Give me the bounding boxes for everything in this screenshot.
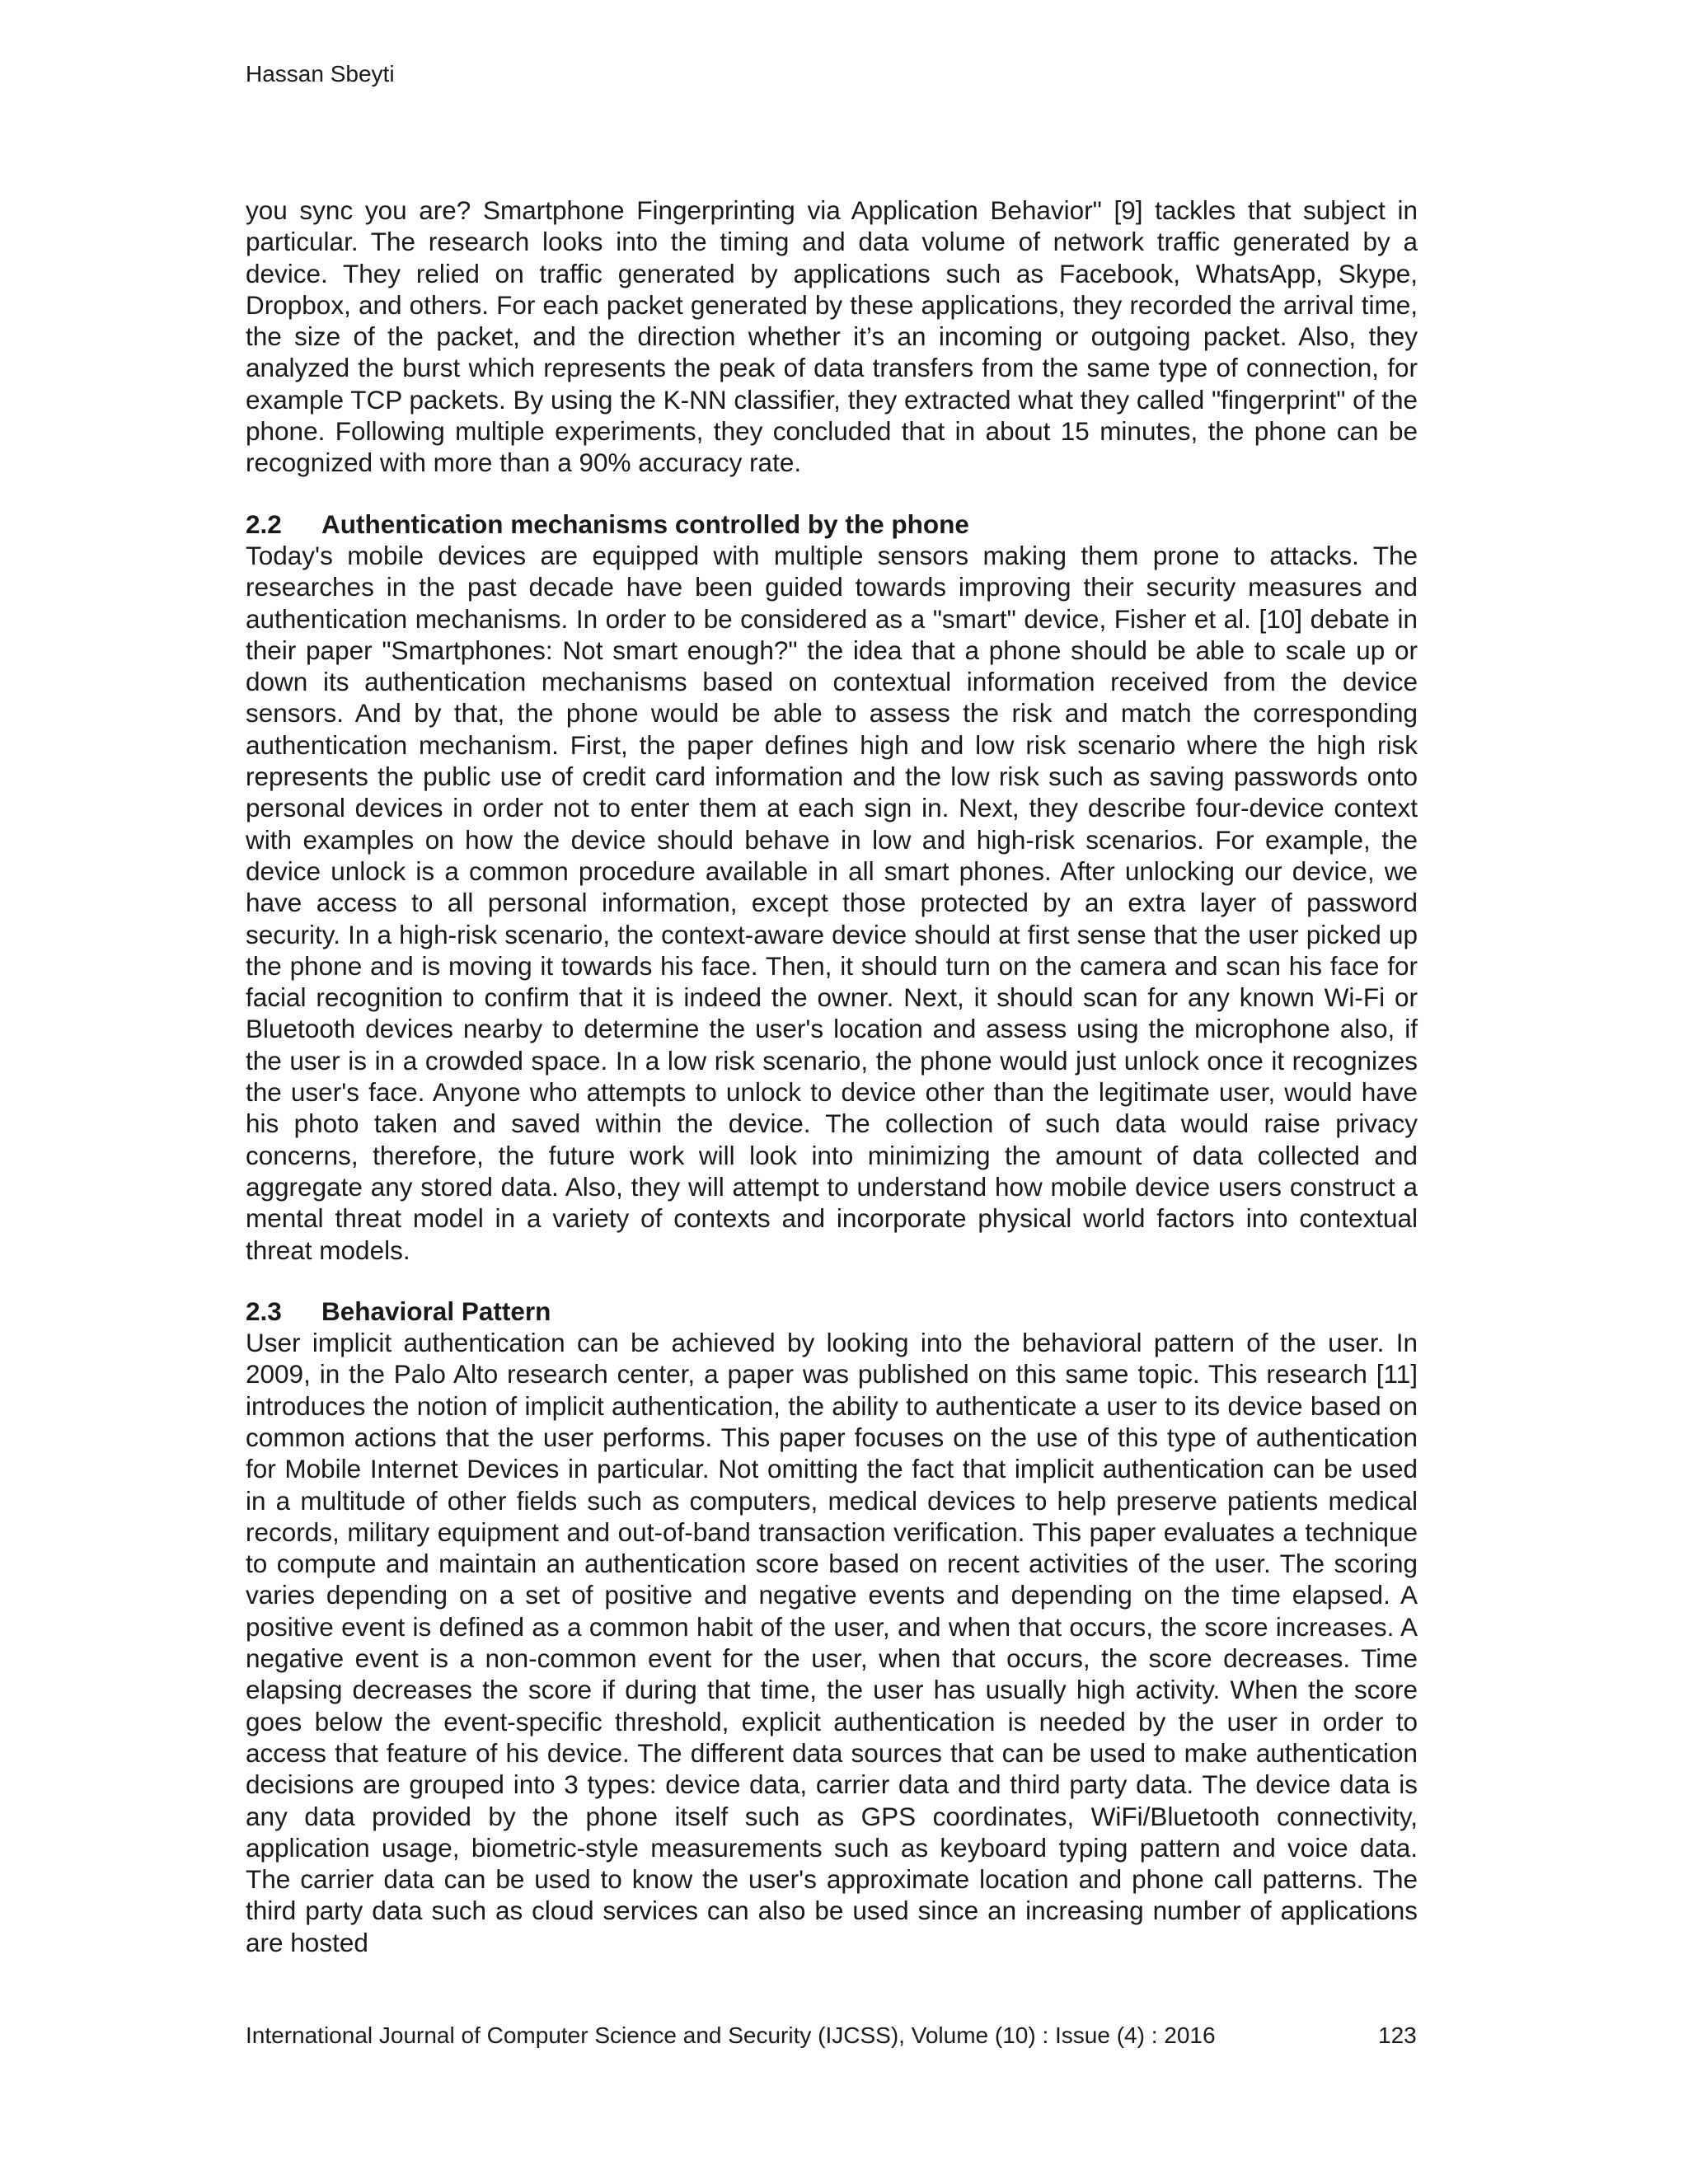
page-number: 123	[1378, 2022, 1417, 2048]
section-title: Behavioral Pattern	[321, 1296, 551, 1326]
section-2-2-paragraph: Today's mobile devices are equipped with multiple sensors making them prone to attacks. The researches in the past decade have been guided towards improving their security measures and authentication mechanisms. In order to be considered as a "smart" device, Fisher et al. [10] debate in their paper "Smartphones: Not smart enough?" the idea that a phone should be able to scale up or down its authentication mechanisms based on contextual information received from the device sensors. And by that, the phone would be able to assess the risk and match the corresponding authentication mechanism. First, the paper defines high and low risk scenario where the high risk represents the public use of credit card information and the low risk such as saving passwords onto personal devices in order not to enter them at each sign in. Next, they describe four-device context with examples on how the device should behave in low and high-risk scenarios. For example, the device unlock is a common procedure available in all smart phones. After unlocking our device, we have access to all personal information, except those protected by an extra layer of password security. In a high-risk scenario, the context-aware device should at first sense that the user picked up the phone and is moving it towards his face. Then, it should turn on the camera and scan his face for facial recognition to confirm that it is indeed the owner. Next, it should scan for any known Wi-Fi or Bluetooth devices nearby to determine the user's location and assess using the microphone also, if the user is in a crowded space. In a low risk scenario, the phone would just unlock once it recognizes the user's face. Anyone who attempts to unlock to device other than the legitimate user, would have his photo taken and saved within the device. The collection of such data would raise privacy concerns, therefore, the future work will look into minimizing the amount of data collected and aggregate any stored data. Also, they will attempt to understand how mobile device users construct a mental threat model in a variety of contexts and incorporate physical world factors into contextual threat models.	[246, 540, 1418, 1265]
main-content	[246, 194, 1418, 1958]
section-heading-2-3	[246, 1296, 1418, 1327]
intro-paragraph: you sync you are? Smartphone Fingerprinting via Application Behavior" [9] tackles that subject in particular. The research looks into the timing and data volume of network traffic generated by a device. They relied on traffic generated by applications such as Facebook, WhatsApp, Skype, Dropbox, and others. For each packet generated by these applications, they recorded the arrival time, the size of the packet, and the direction whether it’s an incoming or outgoing packet. Also, they analyzed the burst which represents the peak of data transfers from the same type of connection, for example TCP packets. By using the K-NN classifier, they extracted what they called "fingerprint" of the phone. Following multiple experiments, they concluded that in about 15 minutes, the phone can be recognized with more than a 90% accuracy rate.	[246, 195, 1418, 478]
section-title: Authentication mechanisms controlled by the phone	[321, 509, 969, 539]
section-2-3-paragraph: User implicit authentication can be achieved by looking into the behavioral pattern of the user. In 2009, in the Palo Alto research center, a paper was published on this same topic. This research [11] introduces the notion of implicit authentication, the ability to authenticate a user to its device based on common actions that the user performs. This paper focuses on the use of this type of authentication for Mobile Internet Devices in particular. Not omitting the fact that implicit authentication can be used in a multitude of other fields such as computers, medical devices to help preserve patients medical records, military equipment and out-of-band transaction verification. This paper evaluates a technique to compute and maintain an authentication score based on recent activities of the user. The scoring varies depending on a set of positive and negative events and depending on the time elapsed. A positive event is defined as a common habit of the user, and when that occurs, the score increases. A negative event is a non-common event for the user, when that occurs, the score decreases. Time elapsing decreases the score if during that time, the user has usually high activity. When the score goes below the event-specific threshold, explicit authentication is needed by the user in order to access that feature of his device. The different data sources that can be used to make authentication decisions are grouped into 3 types: device data, carrier data and third party data. The device data is any data provided by the phone itself such as GPS coordinates, WiFi/Bluetooth connectivity, application usage, biometric-style measurements such as keyboard typing pattern and voice data. The carrier data can be used to know the user's approximate location and phone call patterns. The third party data such as cloud services can also be used since an increasing number of applications are hosted	[246, 1328, 1418, 1957]
footer-journal-citation: International Journal of Computer Science and Security (IJCSS), Volume (10) : Issue (4) : 2016	[246, 2022, 1216, 2048]
section-number: 2.3	[246, 1296, 282, 1326]
section-heading-2-2	[246, 509, 1418, 540]
running-header-author: Hassan Sbeyti	[246, 61, 395, 87]
section-number: 2.2	[246, 509, 282, 539]
